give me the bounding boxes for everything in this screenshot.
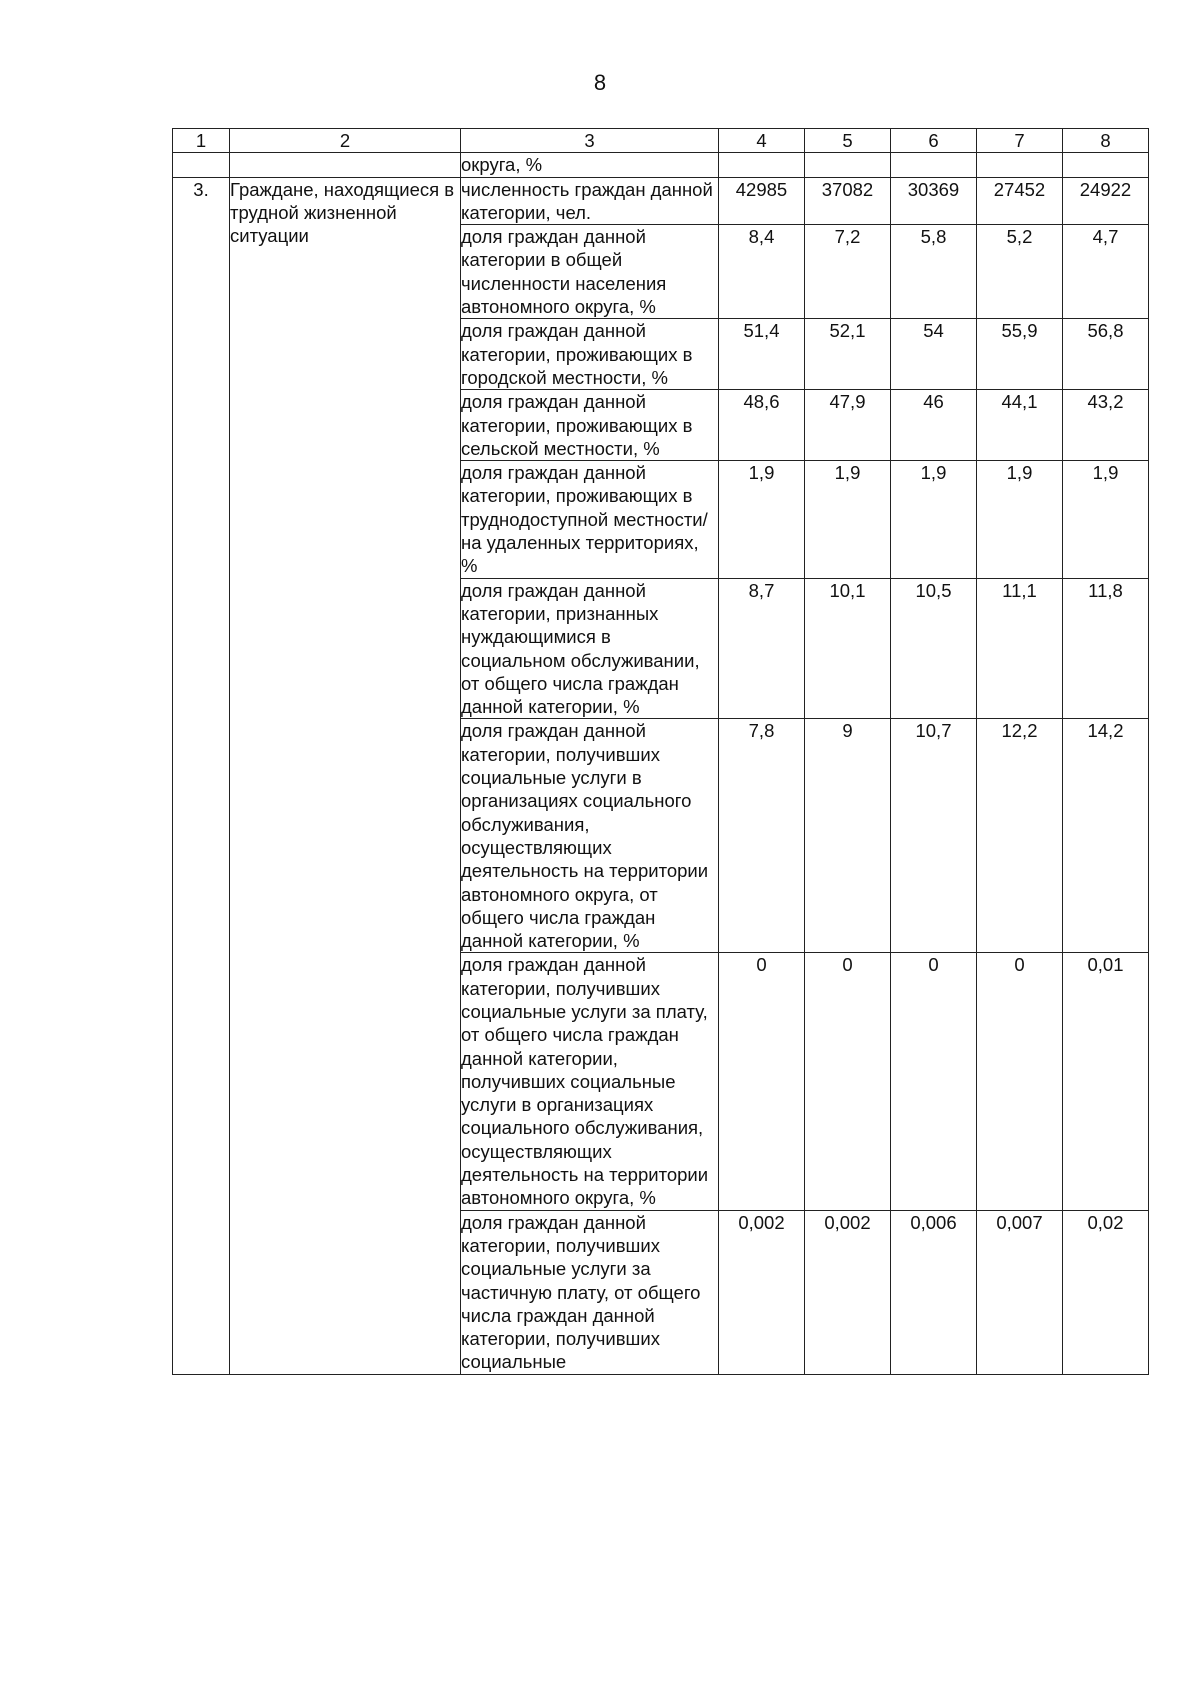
value-cell: 52,1	[805, 319, 891, 390]
value-cell: 8,7	[719, 578, 805, 719]
value-cell: 8,4	[719, 225, 805, 319]
indicator-cell: округа, %	[461, 153, 719, 177]
indicator-cell: доля граждан данной категории, признанных нуждающимися в социальном обслуживании, от общего числа граждан данной категории, %	[461, 578, 719, 719]
value-cell: 10,7	[891, 719, 977, 953]
indicator-cell: доля граждан данной категории, получивших социальные услуги за плату, от общего числа граждан данной категории, получивших социальные услуги в организациях социального обслуживания, осуществляющих деятельность на территории автономного округа, %	[461, 953, 719, 1210]
value-cell: 56,8	[1063, 319, 1149, 390]
value-cell: 0	[977, 953, 1063, 1210]
value-cell: 46	[891, 390, 977, 461]
value-cell: 10,1	[805, 578, 891, 719]
table-body	[173, 129, 1149, 1375]
indicator-cell: доля граждан данной категории, проживающих в труднодоступной местности/на удаленных территориях, %	[461, 461, 719, 578]
value-cell: 48,6	[719, 390, 805, 461]
empty-cell	[230, 153, 461, 177]
value-cell: 42985	[719, 177, 805, 225]
header-cell: 4	[719, 129, 805, 153]
value-cell: 11,1	[977, 578, 1063, 719]
empty-cell	[173, 153, 230, 177]
header-cell: 6	[891, 129, 977, 153]
header-cell: 2	[230, 129, 461, 153]
value-cell: 0,01	[1063, 953, 1149, 1210]
value-cell: 12,2	[977, 719, 1063, 953]
header-cell: 8	[1063, 129, 1149, 153]
value-cell: 37082	[805, 177, 891, 225]
value-cell: 0	[891, 953, 977, 1210]
indicator-cell: доля граждан данной категории, проживающих в городской местности, %	[461, 319, 719, 390]
value-cell: 0,02	[1063, 1210, 1149, 1374]
value-cell: 4,7	[1063, 225, 1149, 319]
header-cell: 1	[173, 129, 230, 153]
value-cell: 1,9	[1063, 461, 1149, 578]
row-index-cell: 3.	[173, 177, 230, 1374]
value-cell: 43,2	[1063, 390, 1149, 461]
value-cell: 10,5	[891, 578, 977, 719]
empty-cell	[719, 153, 805, 177]
indicator-cell: численность граждан данной категории, чел.	[461, 177, 719, 225]
value-cell: 1,9	[977, 461, 1063, 578]
indicators-table	[172, 128, 1149, 1375]
empty-cell	[977, 153, 1063, 177]
value-cell: 1,9	[891, 461, 977, 578]
value-cell: 24922	[1063, 177, 1149, 225]
value-cell: 5,2	[977, 225, 1063, 319]
header-cell: 5	[805, 129, 891, 153]
value-cell: 7,8	[719, 719, 805, 953]
value-cell: 0,002	[719, 1210, 805, 1374]
indicator-cell: доля граждан данной категории, получивших социальные услуги в организациях социального обслуживания, осуществляющих деятельность на территории автономного округа, от общего числа граждан данной категории, %	[461, 719, 719, 953]
header-row	[173, 129, 1149, 153]
continuation-row	[173, 153, 1149, 177]
empty-cell	[1063, 153, 1149, 177]
value-cell: 51,4	[719, 319, 805, 390]
header-cell: 7	[977, 129, 1063, 153]
value-cell: 1,9	[805, 461, 891, 578]
page-number: 8	[593, 70, 607, 95]
value-cell: 9	[805, 719, 891, 953]
indicator-cell: доля граждан данной категории в общей численности населения автономного округа, %	[461, 225, 719, 319]
value-cell: 54	[891, 319, 977, 390]
value-cell: 1,9	[719, 461, 805, 578]
value-cell: 14,2	[1063, 719, 1149, 953]
value-cell: 0	[719, 953, 805, 1210]
empty-cell	[805, 153, 891, 177]
value-cell: 44,1	[977, 390, 1063, 461]
indicator-cell: доля граждан данной категории, проживающих в сельской местности, %	[461, 390, 719, 461]
value-cell: 55,9	[977, 319, 1063, 390]
header-cell: 3	[461, 129, 719, 153]
value-cell: 47,9	[805, 390, 891, 461]
value-cell: 0,002	[805, 1210, 891, 1374]
value-cell: 7,2	[805, 225, 891, 319]
table-row	[173, 177, 1149, 225]
value-cell: 11,8	[1063, 578, 1149, 719]
value-cell: 30369	[891, 177, 977, 225]
value-cell: 5,8	[891, 225, 977, 319]
category-cell: Граждане, находящиеся в трудной жизненной ситуации	[230, 177, 461, 1374]
indicator-cell: доля граждан данной категории, получивших социальные услуги за частичную плату, от общего числа граждан данной категории, получивших социальные	[461, 1210, 719, 1374]
value-cell: 0,006	[891, 1210, 977, 1374]
empty-cell	[891, 153, 977, 177]
value-cell: 27452	[977, 177, 1063, 225]
value-cell: 0	[805, 953, 891, 1210]
value-cell: 0,007	[977, 1210, 1063, 1374]
